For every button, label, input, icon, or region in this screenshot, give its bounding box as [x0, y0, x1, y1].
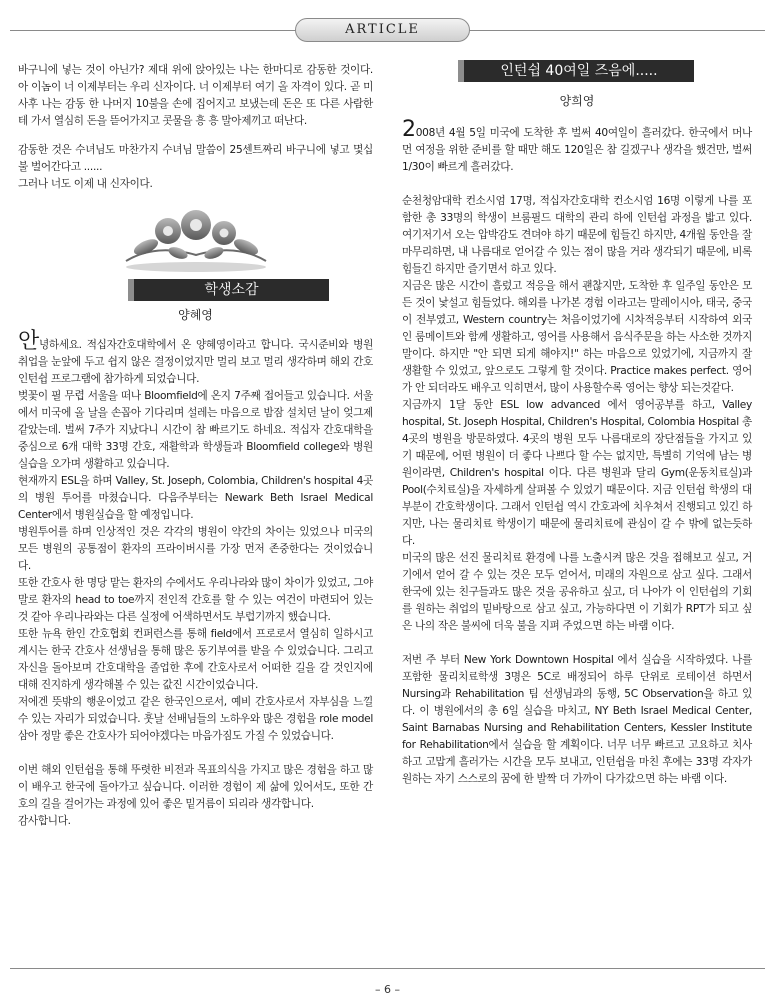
first-paragraph — [402, 117, 752, 176]
closing-line: 감사합니다. — [18, 815, 71, 827]
body-paragraph: 또한 뉴욕 한인 간호협회 컨퍼런스를 통해 field에서 프로로서 열심히 일하시고 계시는 한국 간호사 선생님을 통해 많은 동기부여를 받을 수 있었습니다. 그리고 자신을 돌아보며 간호대학을 졸업한 후에 간호사로서 어떠한 길을 갈 것인지에 대해 진지하게 생각해볼 수 있는 값진 시간이었습니다. — [18, 628, 373, 691]
author-name: 양혜영 — [178, 308, 213, 322]
intro-paragraph-1: 바구니에 넣는 것이 아닌가? 제대 위에 앉아있는 나는 한마디로 감동한 것이다. 아 이놈이 너 이제부터는 우리 신자이다. 너 이제부터 여기 올 자격이 있다. 곧 미사후 나는 감동 한 나머지 10불을 손에 집어지고 보냈는데 돈은 또 다른 사람한테 가서 열심히 돈을 뜯어가지고 콧물을 흥 흥 말아제끼고 떠난다. — [18, 64, 373, 127]
article-header-label: ARTICLE — [295, 18, 470, 42]
body-paragraph: 또한 간호사 한 명당 맡는 환자의 수에서도 우리나라와 많이 차이가 있었고, 그야말로 환자의 head to toe까지 전인적 간호를 할 수 있는 여건이 마련되어 있는 것 같아 우리나라와는 다른 실정에 어색하면서도 부럽기까지 했습니다. — [18, 577, 373, 623]
intro-paragraph-2: 감동한 것은 수녀님도 마찬가지 수녀님 말씀이 25센트짜리 바구니에 넣고 몇십불 벌어간다고 ...... 그러나 너도 이제 내 신자이다. — [18, 144, 373, 190]
body-paragraph: 저번 주 부터 New York Downtown Hospital 에서 실습을 시작하였다. 나를 포함한 물리치료학생 3명은 5C로 배정되어 하루 단위로 로테이션 하면서 Nursing과 Rehabilitation 팀 선생님과의 동행, 5C Observation을 하고 있다. 이 병원에서의 총 6일 실습을 마치고, NY Beth Israel Medical Center, Saint Barnabas Nursing and Rehabilitation Centers, Kessler Institute for Rehabilitation에서 실습을 할 계획이다. 너무 너무 빠르고 고요하고 치사하고 고맙게 흘러가는 시간을 모두 보내고, 인턴쉽을 마친 후에는 33명 각자가 원하는 자기 스스로의 꿈에 한 발짝 더 가까이 다가갔으면 하는 바램 이다. — [402, 654, 752, 785]
body-paragraph: 저에겐 뜻밖의 행운이었고 같은 한국인으로서, 예비 간호사로서 자부심을 느낄 수 있는 자리가 되었습니다. 훗날 선배님들의 노하우와 많은 경험을 role model 삼아 정말 좋은 간호사가 되어야겠다는 마음가짐도 가질 수 있었습니다. — [18, 696, 373, 742]
body-paragraph: 현재까지 ESL을 하며 Valley, St. Joseph, Colombia, Children's hospital 4곳의 병원 투어를 마쳤습니다. 다음주부터는 Newark Beth Israel Medical Center에서 병원실습을 할 예정입니다. — [18, 475, 373, 521]
body-paragraph: 벚꽃이 필 무렵 서울을 떠나 Bloomfield에 온지 7주째 접어들고 있습니다. 서울에서 미국에 올 날을 손꼽아 기다리며 설레는 마음으로 밤잠 설치던 날이 엊그제 같았는데. 벌써 7주가 지났다니 시간이 참 빠르기도 하네요. 적십자 간호대학을 중심으로 6개 대학 33명 간호, 재활학과 학생들과 Bloomfield college와 병원실습을 오가며 생활하고 있습니다. — [18, 390, 373, 470]
section-title-internship: 인턴쉽 40여일 즈음에..... — [458, 60, 694, 82]
first-paragraph-text: 008년 4월 5일 미국에 도착한 후 벌써 40여일이 흘러갔다. 한국에서 머나먼 여정을 위한 준비를 할 때만 해도 120일은 참 길겠구나 생각을 했건만, 벌써 1/30이 빠르게 흘러갔다. — [402, 127, 752, 173]
right-column — [402, 60, 752, 788]
left-column — [18, 62, 373, 830]
floral-ornament-icon — [116, 203, 276, 275]
author-name: 양희영 — [559, 94, 595, 108]
body-paragraph: 순천청암대학 컨소시엄 17명, 적십자간호대학 컨소시엄 16명 이렇게 나를 포함한 총 33명의 학생이 브룸필드 대학의 관리 하에 인턴쉽 과정을 밟고 있다. 여기저기서 오는 압박감도 견뎌야 하기 때문에 힘들긴 하지만, 4개월 동안을 잘 마무리하면, 내 나름대로 얻어갈 수 있는 점이 많을 거라 생각되기 때문에, 비록 힘들긴 하지만 즐기면서 하고 있다. — [402, 195, 752, 275]
page-number: – 6 – — [375, 983, 400, 996]
drop-cap: 안 — [18, 329, 39, 354]
body-paragraph: 지금까지 1달 동안 ESL low advanced 에서 영어공부를 하고, Valley hospital, St. Joseph Hospital, Children's Hospital, Colombia Hospital 총 4곳의 병원을 방문하였다. 4곳의 병원 모두 나름대로의 장단점들을 가지고 있기 때문에, 어떤 병원이 더 좋다 나쁘다 할 수는 없지만, 특별히 기억에 남는 병원이라면, Children's hospital 이다. 다른 병원과 달리 Gym(운동치료실)과 Pool(수치료실)을 자세하게 살펴볼 수 있었기 때문이다. 지금 인턴쉽 학생의 대부분이 간호학생이다. 그래서 인턴쉽 역시 간호과에 치우쳐서 진행되고 있긴 하지만, 나는 물리치료 학생이기 때문에 물리치료에 관심이 갈 수 밖에 없는듯하다. — [402, 399, 752, 547]
section-title-student-impressions: 학생소감 — [128, 279, 329, 301]
body-paragraph: 미국의 많은 선진 물리치료 환경에 나를 노출시켜 많은 것을 접해보고 싶고, 거기에서 얻어 갈 수 있는 것은 모두 얻어서, 미래의 자원으로 삼고 싶다. 그래서 한국에 있는 친구들과도 많은 것을 공유하고 싶고, 더 나아가 이 인턴쉽의 기회를 원하는 취업의 밑바탕으로 삼고 싶고, 가능하다면 이 기회가 RPT가 되고 싶은 나의 작은 불씨에 더욱 불을 지펴 주었으면 하는 바램 이다. — [402, 552, 752, 632]
first-paragraph-text: 녕하세요. 적십자간호대학에서 온 양혜영이라고 합니다. 국시준비와 병원 취업을 눈앞에 두고 쉽지 않은 결정이었지만 멀리 보고 멀리 생각하며 해외 간호 인턴쉽 프로그램에 참가하게 되었습니다. — [18, 339, 373, 385]
body-paragraph: 지금은 많은 시간이 흘렀고 적응을 해서 괜찮지만, 도착한 후 일주일 동안은 모든 것이 낯설고 힘들었다. 해외를 나가본 경험 이라고는 말레이시아, 태국, 중국이 전부였고, Western country는 처음이었기에 시차적응부터 시작하여 외국인 룸메이트와 함께 생활하고, 영어를 사용해서 음식주문을 하는 사소한 것까지 말이다. 하지만 "안 되면 되게 해야지!" 하는 마음으로 있었기에, 지금까지 잘 생활할 수 있었고, 앞으로도 그렇게 할 것이다. Practice makes perfect. 영어가 안 되더라도 배우고 익히면서, 많이 사용할수록 영어는 향상 되는것같다. — [402, 280, 752, 394]
footer-rule — [10, 968, 765, 969]
body-paragraph: 병원투어를 하며 인상적인 것은 각각의 병원이 약간의 차이는 있었으나 미국의 모든 병원의 공통점이 환자의 프라이버시를 가장 먼저 존중한다는 것이었습니다. — [18, 526, 373, 572]
first-paragraph — [18, 329, 373, 388]
drop-cap: 2 — [402, 117, 416, 142]
body-paragraph: 이번 해외 인턴쉽을 통해 뚜렷한 비전과 목표의식을 가지고 많은 경험을 하고 많이 배우고 한국에 돌아가고 싶습니다. 이러한 경험이 제 삶에 있어서도, 또한 간호의 길을 걸어가는 과정에 있어 좋은 밑거름이 되리라 생각합니다. — [18, 764, 373, 810]
